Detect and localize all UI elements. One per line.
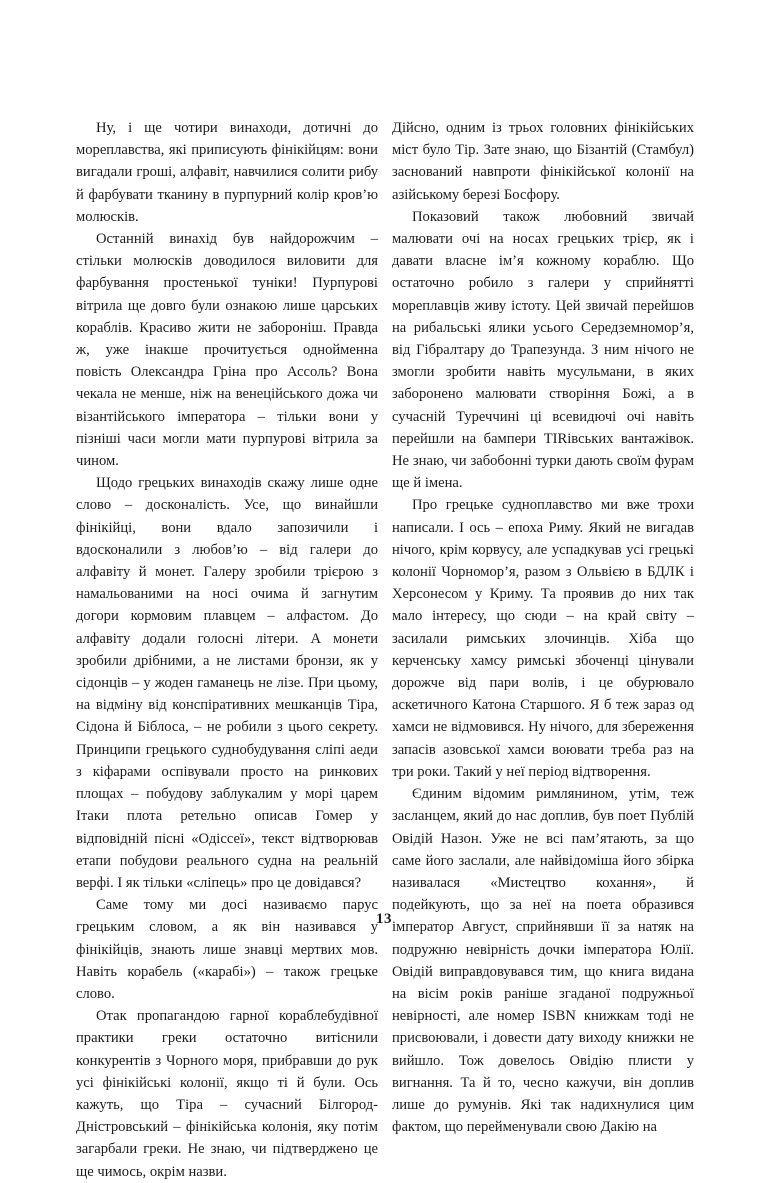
paragraph: Про грецьке судноплавство ми вже трохи написали. І ось – епоха Риму. Який не вигадав нічого, крім корвусу, але успадкував усі грецькі колонії Чорномор’я, разом з Ольвією в БДЛК і Херсонесом у Криму. Та проявив до них так мало інтересу, що сюди – на край світу – засилали римських злочинців. Хіба що керченську хамсу римські збоченці цінували дорожче від пари волів, і це обурювало аскетичного Катона Старшого. Я б теж зараз од хамси не відмовився. Ну нічого, для збереження запасів азовської хамси воювати треба раз на три роки. Такий у неї період відтворення. xyxy=(392,497,694,780)
paragraph: Останній винахід був найдорожчим – стільки молюсків доводилося виловити для фарбування простенької туніки! Пурпурові вітрила ще довго були ознакою лише царських кораблів. Красиво жити не забороніш. Правда ж, уже інакше прочитується однойменна повість Олександра Гріна про Ассоль? Вона чекала не менше, ніж на венеційського дожа чи візантійського імператора – тільки вони у пізніші часи могли мати пурпурові вітрила за чином. xyxy=(76,231,378,470)
right-text-column xyxy=(392,117,694,1138)
paragraph: Саме тому ми досі називаємо парус грецьким словом, а як він називався у фінікійців, знають лише знавці мертвих мов. Навіть корабель («карабі») – також грецьке слово. xyxy=(76,897,378,1002)
page-number: 13 xyxy=(376,911,392,927)
paragraph: Показовий також любовний звичай малювати очі на носах грецьких трієр, як і давати власне ім’я кожному кораблю. Що остаточно робило з галери у сприйнятті мореплавців живу істоту. Цей звичай перейшов на рибальські ялики усього Середземномор’я, від Гібралтару до Трапезунда. З ним нічого не змогли зробити навіть мусульмани, в яких заборонено малювати створіння Божі, а в сучасній Туреччині ці всевидючі очі навіть перейшли на бампери TIRівських вантажівок. Не знаю, чи забобонні турки дають своїм фурам ще й імена. xyxy=(392,208,694,492)
paragraph: Ну, і ще чотири винаходи, дотичні до мореплавства, які приписують фінікійцям: вони вигадали гроші, алфавіт, навчилися солити рибу й фарбувати тканину в пурпурний колір кров’ю молюсків. xyxy=(76,120,378,225)
paragraph: Єдиним відомим римлянином, утім, теж засланцем, який до нас доплив, був поет Публій Овідій Назон. Уже не всі пам’ятають, за що саме його заслали, але найвідоміша його збірка називалася «Мистецтво кохання», й подейкують, що за неї на поета образився імператор Август, сприйнявши її за натяк на подружню невірність дочки імператора Юлії. Овідій виправдовувався тим, що книга видана на вісім років раніше згаданої подружньої невірності, але номер ISBN книжкам тоді не присвоювали, і довести дату виходу книжки не вийшло. Тож довелось Овідію плисти у вигнання. Та й то, чесно кажучи, він доплив лише до румунів. Які так надихнулися цим фактом, що перейменували свою Дакію на xyxy=(392,786,694,1136)
left-text-column xyxy=(76,117,378,1183)
paragraph: Щодо грецьких винаходів скажу лише одне слово – досконалість. Усе, що винайшли фінікійці, вони вдало запозичили і вдосконалили з любов’ю – від галери до алфавіту й монет. Галеру зробили трієрою з намальованими на носі очима й загнутим догори кормовим плавцем – алфастом. До алфавіту додали голосні літери. А монети зробили дрібними, а не листами бронзи, як у сідонців – у жоден гаманець не лізе. При цьому, на відміну від конспіративних мешканців Тіра, Сідона й Біблоса, – не робили з цього секрету. Принципи грецького суднобудування сліпі аеди з кіфарами оспівували просто на ринкових площах – побудову заблукалим у морі царем Ітаки плота ретельно описав Гомер у відповідній пісні «Одіссеї», текст відтворював етапи побудови реального судна на реальній верфі. І як тільки «сліпець» про це довідався? xyxy=(76,475,378,891)
paragraph: Отак пропагандою гарної кораблебудівної практики греки остаточно витіснили конкурентів з Чорного моря, прибравши до рук усі фінікійські колонії, якщо ті й були. Ось кажуть, що Тіра – сучасний Білгород-Дністровський – фінікійська колонія, яку потім загарбали греки. Не знаю, чи підтверджено це ще чимось, окрім назви. xyxy=(76,1008,378,1180)
paragraph-continued: Дійсно, одним із трьох головних фінікійських міст було Тір. Зате знаю, що Бізантій (Стамбул) заснований навпроти фінікійської колонії на азійському березі Босфору. xyxy=(392,120,694,203)
